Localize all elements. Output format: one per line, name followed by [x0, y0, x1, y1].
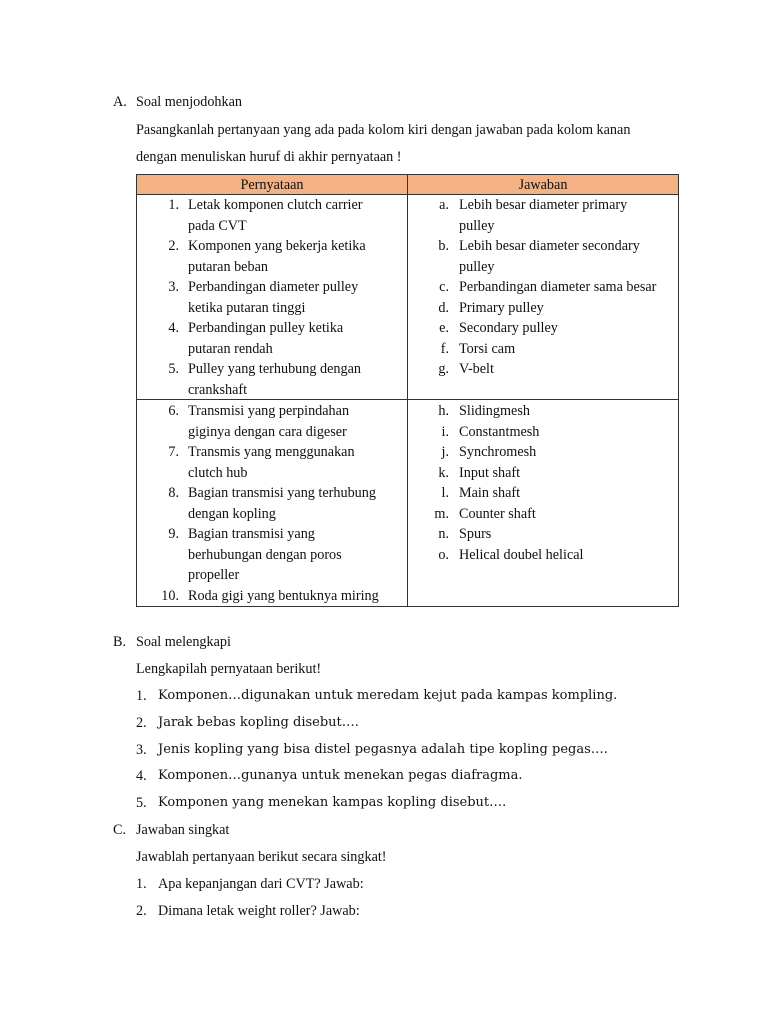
table-item-marker: k.: [438, 464, 449, 481]
table-item-text: Transmisi yang perpindahan: [188, 403, 350, 419]
table-item-text: Komponen yang bekerja ketika: [188, 238, 366, 254]
group1-answers-cell: [408, 195, 679, 400]
table-item-text: V-belt: [459, 361, 494, 377]
table-item-text: Input shaft: [459, 464, 521, 481]
list-item-number: 2.: [136, 903, 147, 919]
list-item: Komponen…gunanya untuk menekan pegas diafragma.: [158, 768, 523, 784]
table-item-text: pada CVT: [188, 217, 247, 234]
table-item-marker: n.: [438, 526, 449, 542]
group2-answers-cell: [408, 400, 679, 607]
table-item-text: Spurs: [459, 526, 492, 542]
table-item-marker: a.: [439, 197, 449, 213]
table-item-text: Bagian transmisi yang terhubung: [188, 485, 376, 501]
table-item-marker: f.: [440, 340, 449, 357]
table-item-marker: j.: [441, 444, 449, 460]
table-item-text: Transmis yang menggunakan: [188, 444, 355, 460]
table-item-text: Helical doubel helical: [459, 546, 584, 563]
table-item-text: clutch hub: [188, 464, 248, 481]
table-item-text: Main shaft: [459, 485, 521, 501]
list-item: Komponen…digunakan untuk meredam kejut pada kampas kompling.: [158, 688, 618, 703]
table-item-text: giginya dengan cara digeser: [188, 423, 347, 440]
table-item-text: Lebih besar diameter secondary: [459, 238, 640, 254]
table-item-marker: 1.: [168, 197, 179, 213]
table-item-marker: o.: [438, 546, 449, 563]
table-item-marker: 5.: [168, 361, 179, 377]
list-item-number: 2.: [136, 714, 147, 731]
table-item-text: Perbandingan pulley ketika: [188, 320, 344, 336]
table-item-marker: 10.: [161, 587, 179, 604]
list-item: Komponen yang menekan kampas kopling disebut….: [158, 795, 507, 811]
table-item-text: crankshaft: [188, 381, 248, 398]
table-item-text: Roda gigi yang bentuknya miring: [188, 587, 379, 604]
list-item: Dimana letak weight roller? Jawab:: [158, 903, 360, 919]
header-jawaban: Jawaban: [408, 175, 679, 195]
section-b-title: Soal melengkapi: [136, 634, 231, 650]
table-item-marker: 8.: [168, 485, 179, 501]
list-item-number: 5.: [136, 795, 147, 812]
table-item-text: propeller: [188, 567, 240, 583]
table-item-marker: 4.: [168, 320, 179, 336]
table-item-text: Pulley yang terhubung dengan: [188, 361, 361, 377]
section-a-title: Soal menjodohkan: [136, 94, 242, 110]
table-item-text: ketika putaran tinggi: [188, 299, 306, 316]
group2-statements-cell: [137, 400, 408, 607]
table-item-text: putaran rendah: [188, 340, 273, 357]
list-item: Jarak bebas kopling disebut….: [158, 714, 359, 730]
table-item-text: Primary pulley: [459, 299, 544, 316]
table-item-marker: i.: [441, 423, 449, 440]
section-c-instruction: Jawablah pertanyaan berikut secara singkat!: [136, 849, 387, 865]
section-b-letter: B.: [113, 634, 127, 650]
table-item-text: Lebih besar diameter primary: [459, 197, 628, 213]
list-item: Apa kepanjangan dari CVT? Jawab:: [158, 876, 364, 892]
section-a-instruction-line1: Pasangkanlah pertanyaan yang ada pada kolom kiri dengan jawaban pada kolom kanan: [136, 122, 631, 138]
list-item-number: 1.: [136, 688, 147, 704]
table-item-text: putaran beban: [188, 258, 268, 275]
section-c-title: Jawaban singkat: [136, 822, 230, 838]
table-item-text: Constantmesh: [459, 423, 540, 440]
table-item-text: Perbandingan diameter pulley: [188, 279, 359, 295]
table-item-text: Slidingmesh: [459, 403, 530, 419]
table-item-marker: b.: [438, 238, 449, 254]
table-item-text: Secondary pulley: [459, 320, 558, 336]
table-item-text: Letak komponen clutch carrier: [188, 197, 363, 213]
list-item: Jenis kopling yang bisa distel pegasnya adalah tipe kopling pegas….: [158, 741, 608, 757]
table-item-marker: d.: [438, 299, 449, 316]
matching-table: [136, 174, 679, 607]
section-c-letter: C.: [113, 822, 127, 838]
section-b-instruction: Lengkapilah pernyataan berikut!: [136, 661, 322, 677]
group1-statements-cell: [137, 195, 408, 400]
table-item-text: dengan kopling: [188, 505, 276, 522]
table-item-marker: e.: [439, 320, 449, 336]
table-item-marker: 6.: [168, 403, 179, 419]
list-item-number: 3.: [136, 741, 147, 758]
section-a-instruction-line2: dengan menuliskan huruf di akhir pernyataan !: [136, 149, 402, 165]
table-item-text: Synchromesh: [459, 444, 537, 460]
header-pernyataan: Pernyataan: [137, 175, 408, 195]
table-item-text: Bagian transmisi yang: [188, 526, 315, 542]
table-item-marker: 3.: [168, 279, 179, 295]
table-item-marker: h.: [438, 403, 449, 419]
table-item-marker: 9.: [168, 526, 179, 542]
table-item-marker: c.: [439, 279, 449, 295]
section-a-letter: A.: [113, 94, 127, 110]
table-item-marker: g.: [438, 361, 449, 377]
table-item-text: berhubungan dengan poros: [188, 546, 342, 563]
table-item-text: Torsi cam: [459, 340, 516, 357]
table-item-text: pulley: [459, 258, 495, 275]
table-item-text: Perbandingan diameter sama besar: [459, 279, 657, 295]
table-item-text: Counter shaft: [459, 505, 536, 522]
table-item-marker: 7.: [168, 444, 179, 460]
list-item-number: 1.: [136, 876, 147, 892]
table-item-marker: m.: [434, 505, 449, 522]
list-item-number: 4.: [136, 768, 147, 785]
table-item-marker: l.: [441, 485, 449, 501]
table-item-marker: 2.: [168, 238, 179, 254]
table-item-text: pulley: [459, 217, 495, 234]
